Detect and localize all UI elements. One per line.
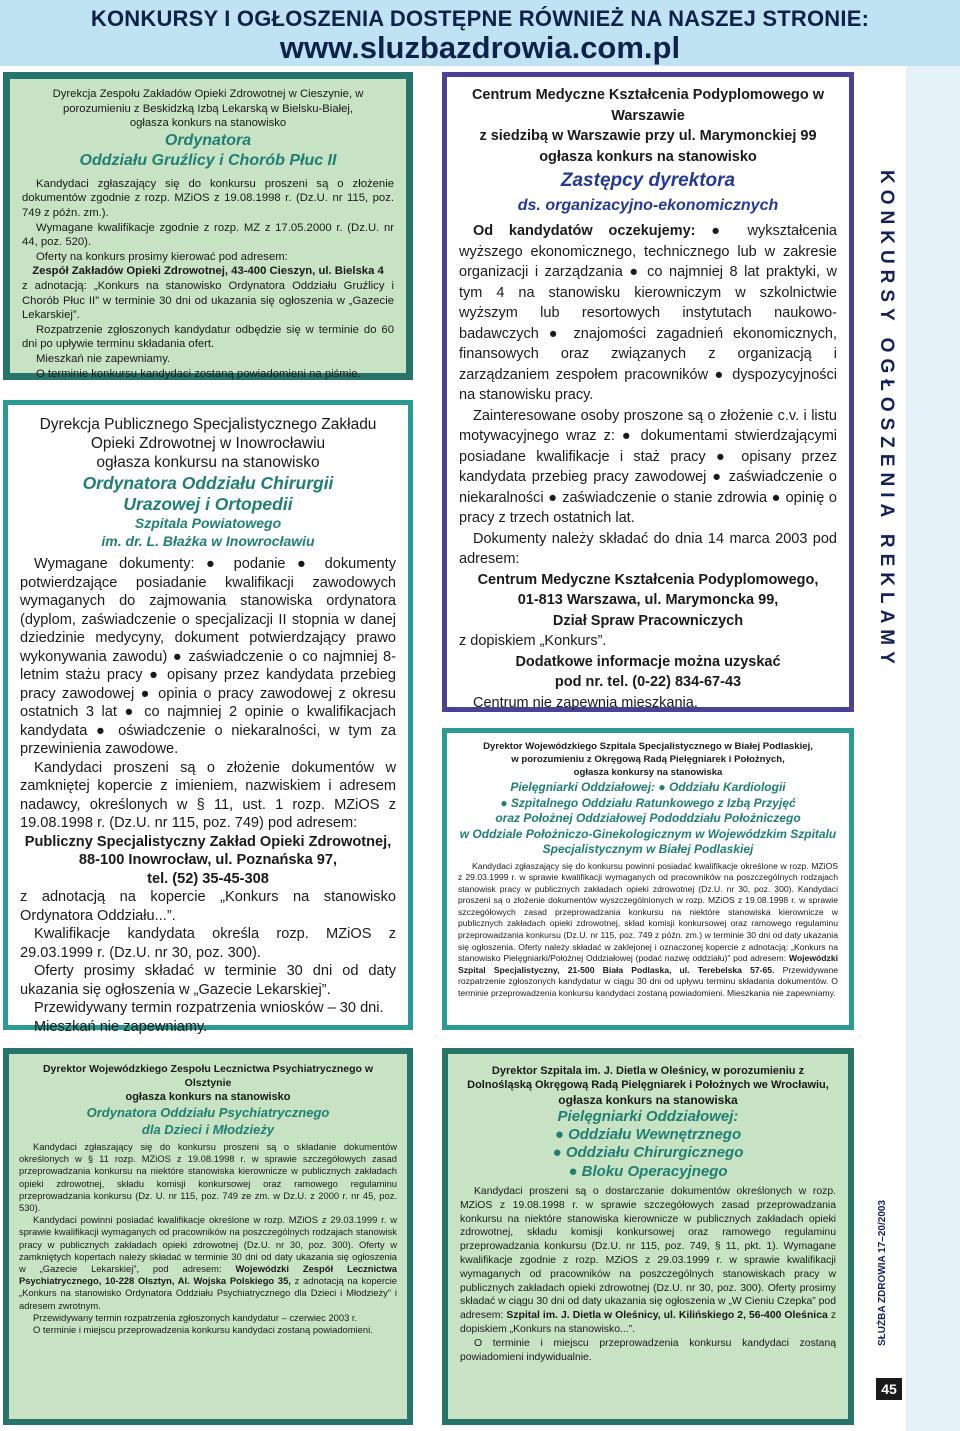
ad6-p2: z dopiskiem „Konkurs na stanowisko...”. [460, 1310, 837, 1335]
ad3-head3: ogłasza konkurs na stanowisko [539, 148, 757, 165]
ad3-p1: ● wykształcenia wyższego ekonomicznego, technicznego lub w zakresie organizacji i zarządzania ● co najmniej 8 lat praktyki, w tym 4 na stanowisku kierowniczym w szkolnictwie wyższym lub resortowych instytutach naukowo-badawczych ● znajomości zagadnień ekonomicznych, finansowych oraz związanych z organizacją i zarządzaniem zespołem pracowników ● dyspozycyjności na stanowisku pracy. [459, 223, 837, 403]
ad4-head2: w porozumieniu z Okręgową Radą Pielęgniarek i Położnych, [511, 753, 785, 765]
ad3-p2: Zainteresowane osoby proszone są o złożenie c.v. i listu motywacyjnego wraz z: ● dokumentami stwierdzającymi posiadane kwalifikacje i staż pracy ● opisany przez kandydata przebieg pracy zawodowej ● zaświadczenie o niekaralności ● zaświadczenie o stanie zdrowia ● opinię o pracy z trzech ostatnich lat. [459, 407, 837, 526]
ad5-position: Ordynatora Oddziału Psychiatrycznego [86, 1105, 330, 1120]
ad-biala-podlaska [442, 728, 854, 1030]
ad6-position-3: ● Oddziału Chirurgicznego [552, 1144, 744, 1161]
banner-url[interactable]: www.sluzbazdrowia.com.pl [279, 30, 681, 65]
ad3-address-1: Centrum Medyczne Kształcenia Podyplomowego, [477, 571, 819, 588]
ad1-p4: z adnotacją: „Konkurs na stanowisko Ordynatora Oddziału Gruźlicy i Chorób Płuc II” w terminie 30 dni od ukazania się ogłoszenia w „Gazecie Lekarskiej”. [22, 279, 394, 322]
ad2-position: Ordynatora Oddziału Chirurgii [82, 473, 334, 493]
ad1-address: Zespół Zakładów Opieki Zdrowotnej, 43-400 Cieszyn, ul. Bielska 4 [32, 265, 384, 278]
ad3-info-2: pod nr. tel. (0-22) 834-67-43 [554, 674, 742, 690]
ad6-address: Szpital im. J. Dietla w Oleśnicy, ul. Kilińskiego 2, 56-400 Oleśnica [506, 1310, 828, 1322]
ad2-p2: Kandydaci proszeni są o złożenie dokumentów w zamkniętej kopercie z imieniem, nazwiskiem i adresem nadawcy, określonych w § 11, ust. 1 rozp. MZiOS z 19.08.1998 r. (Dz.U. nr 115, poz. 749) pod adresem: [20, 759, 396, 831]
ad6-head: Dyrektor Szpitala im. J. Dietla w Oleśnicy, w porozumieniu z Dolnośląską Okręgową Radą Pielęgniarek i Położnych we Wrocławiu, [467, 1065, 829, 1091]
ad6-p3: O terminie i miejscu przeprowadzenia konkursu kandydaci zostaną powiadomieni indywidualnie. [460, 1337, 836, 1363]
ad2-p6: Przewidywany termin rozpatrzenia wniosków – 30 dni. [34, 1000, 384, 1016]
ad3-address-2: 01-813 Warszawa, ul. Marymoncka 99, [517, 592, 779, 608]
ad2-position-3: Szpitala Powiatowego [134, 515, 282, 531]
ad4-p1: Kandydaci zgłaszający się do konkursu powinni posiadać kwalifikacje określone w rozp. MZiOS z 29.03.1999 r. w sprawie kwalifikacji wymaganych od pracowników na poszczególnych rodzajach stanowisk pracy w publicznych zakładach opieki zdrowotnej (Dz.U. nr 30, poz. 300). Kandydaci proszeni są o złożenie dokumentów wyszczególnionych w rozp. MZiOS z 19.08.1998 r. w sprawie szczegółowych zasad przeprowadzania konkursu na niektóre stanowiska kierownicze w publicznych zakładach opieki zdrowotnej, skład komisji konkursowej oraz ramowego regulaminu przeprowadzania konkursu (Dz.U. nr 115, poz. 749 z późn. zm.) w terminie 30 dni od daty ukazania się ogłoszenia. Oferty należy składać w zaklejonej i oznaczonej kopercie z adnotacją: „Konkurs na stanowisko Pielęgniarki/Położnej Oddziałowej (podać nazwę oddziału)” pod adresem: [458, 860, 838, 964]
ad-cmkp-warszawa [442, 72, 854, 712]
ad2-head2: ogłasza konkursu na stanowisko [96, 454, 320, 471]
ad5-address: Wojewódzki Zespół Lecznictwa Psychiatrycznego, 10-228 Olsztyn, Al. Wojska Polskiego 35, [19, 1263, 397, 1287]
ad2-p7: Mieszkań nie zapewniamy. [34, 1018, 208, 1035]
ad5-p1: Kandydaci zgłaszający się do konkursu proszeni są o składanie dokumentów określonych w § 11 rozp. MZiOS z 19.08.1998 r. w sprawie szczegółowych zasad przeprowadzania konkursu na niektóre stanowiska kierownicze w publicznych zakładach opieki zdrowotnej, składu komisji konkursowej oraz ramowego regulaminu przeprowadzania konkursu (Dz. U. nr 115, poz. 749 ze zm. w Dz.U. z 2000 r. nr 45, poz. 530). [19, 1141, 397, 1214]
ad3-p5: Centrum nie zapewnia mieszkania. [473, 694, 698, 711]
ad4-position-4: w Oddziale Położniczo-Ginekologicznym w Wojewódzkim Szpitalu Specjalistycznym w Białej Podlaskiej [459, 826, 837, 856]
ad3-position: Zastępcy dyrektora [560, 170, 736, 191]
ad4-position-2: ● Szpitalnego Oddziału Ratunkowego z Izbą Przyjęć [500, 795, 796, 810]
ad4-head3: ogłasza konkursy na stanowiska [573, 767, 723, 778]
ad1-p6: Mieszkań nie zapewniamy. [36, 352, 171, 365]
ad1-position-2: Oddziału Gruźlicy i Chorób Płuc II [79, 151, 337, 169]
ad-olesnica [442, 1048, 854, 1425]
ad2-head: Dyrekcja Publicznego Specjalistycznego Zakładu Opieki Zdrowotnej w Inowrocławiu [39, 416, 377, 452]
ad6-p1: Kandydaci proszeni są o dostarczanie dokumentów określonych w rozp. MZiOS z 19.08.1998 r. w sprawie szczegółowych zasad przeprowadzania konkursu na niektóre stanowiska kierownicze w publicznych zakładach opieki zdrowotnej, składu komisji konkursowej oraz ramowego regulaminu przeprowadzania konkursu (Dz.U. nr 115, poz. 749, § 11, pkt. 1). Wymagane kwalifikacje zgodnie z rozp. MZiOS z 29.03.1999 r. w sprawie kwalifikacji wymaganych od pracowników na poszczególnych stanowiskach pracy w publicznych zakładach opieki zdrowotnej (Dz.U. nr 30, poz. 300). Oferty prosimy składać w ciągu 30 dni od daty ukazania się ogłoszenia w „W Cieniu Czepka” pod adresem: [460, 1186, 836, 1322]
ad1-p7: O terminie konkursu kandydaci zostaną powiadomieni na piśmie. [36, 367, 361, 380]
ad3-p3: Dokumenty należy składać do dnia 14 marca 2003 pod adresem: [459, 530, 837, 567]
ad3-position-2: ds. organizacyjno-ekonomicznych [517, 197, 779, 214]
ad-inowroclaw [3, 400, 413, 1035]
ad2-address-1: Publiczny Specjalistyczny Zakład Opieki Zdrowotnej, [24, 833, 392, 850]
ad-cieszyn [3, 72, 413, 380]
banner-line-1: KONKURSY I OGŁOSZENIA DOSTĘPNE RÓWNIEŻ NA NASZEJ STRONIE: [90, 6, 870, 31]
ad2-p4: Kwalifikacje kandydata określa rozp. MZiOS z 29.03.1999 r. (Dz.U. nr 30, poz. 300). [20, 926, 396, 961]
ad5-position-2: dla Dzieci i Młodzieży [141, 1122, 275, 1137]
page-number: 45 [876, 1378, 902, 1400]
ad5-p3: z adnotacją na kopercie „Konkurs na stanowisko Ordynatora Oddziału Psychiatrycznego dla Dzieci i Młodzieży” i adresem zwrotnym. [19, 1275, 397, 1311]
ad4-p2: Przewidywane rozpatrzenie zgłoszonych kandydatur w ciągu 30 dni od upływu terminu składania dokumentów. O terminie przeprowadzenia konkursu kandydaci zostaną powiadomieni. Mieszkania nie zapewniamy. [458, 964, 839, 999]
ad2-address-3: tel. (52) 35-45-308 [147, 870, 269, 887]
ad2-position-4: im. dr. L. Błażka w Inowrocławiu [101, 533, 315, 549]
ad1-p1: Kandydaci zgłaszający się do konkursu proszeni są o złożenie dokumentów zgodnie z rozp. MZiOS z 19.08.1998 r. (Dz.U. nr 115, poz. 749 z późn. zm.). [22, 177, 394, 219]
ad2-address-2: 88-100 Inowrocław, ul. Poznańska 97, [78, 852, 338, 868]
ad1-head: Dyrekcja Zespołu Zakładów Opieki Zdrowotnej w Cieszynie, w porozumieniu z Beskidzką Izbą Lekarską w Bielsku-Białej, [52, 88, 364, 115]
ad1-position: Ordynatora [164, 131, 252, 149]
ad3-info-1: Dodatkowe informacje można uzyskać [515, 653, 781, 670]
ad1-p3: Oferty na konkurs prosimy kierować pod adresem: [36, 250, 288, 263]
ad6-head2: ogłasza konkurs na stanowiska [558, 1093, 738, 1107]
ad5-head2: ogłasza konkurs na stanowisko [125, 1091, 291, 1103]
ad3-p4: z dopiskiem „Konkurs”. [459, 633, 607, 649]
ad1-p2: Wymagane kwalifikacje zgodnie z rozp. MZ z 17.05.2000 r. (Dz.U. nr 44, poz. 520). [22, 221, 394, 249]
ad6-position-4: ● Bloku Operacyjnego [568, 1163, 728, 1180]
ad4-position: Pielęgniarki Oddziałowej: ● Oddziału Kardiologii [510, 780, 786, 794]
ad5-p4: Przewidywany termin rozpatrzenia zgłoszonych kandydatur – czerwiec 2003 r. [33, 1311, 358, 1323]
ad3-head: Centrum Medyczne Kształcenia Podyplomowego w Warszawie [471, 87, 825, 124]
journal-label: SŁUŻBA ZDROWIA 17–20/2003 [877, 1200, 888, 1346]
banner [0, 0, 960, 66]
ad1-p5: Rozpatrzenie zgłoszonych kandydatur odbędzie się w terminie do 60 dni po upływie terminu składania ofert. [22, 323, 394, 351]
ad6-position: Pielęgniarki Oddziałowej: [557, 1108, 739, 1125]
ad2-p1: Wymagane dokumenty: ● podanie ● dokumenty potwierdzające posiadanie kwalifikacji zawodowych wymaganych do zajmowania stanowiska ordynatora (dyplom, zaświadczenie o specjalizacji II stopnia w danej dziedzinie medycyny, dokument potwierdzający prawo wykonywania zawodu) ● zaświadczenie o co najmniej 8-letnim stażu pracy ● opisany przez kandydata przebieg pracy zawodowej ● opinia o pracy zawodowej z okresu ostatnich 3 lat ● co najmniej 2 opinie o kwalifikacjach kandydata ● oświadczenie o niekaralności, w tym za przewinienia zawodowe. [20, 556, 396, 757]
ad6-position-2: ● Oddziału Wewnętrznego [554, 1126, 742, 1143]
ad4-position-3: oraz Położnej Oddziałowej Pododdziału Położniczego [495, 811, 801, 825]
ad5-head: Dyrektor Wojewódzkiego Zespołu Lecznictwa Psychiatrycznego w Olsztynie [42, 1063, 374, 1089]
ad3-head2: z siedzibą w Warszawie przy ul. Marymonckiej 99 [479, 128, 817, 144]
ad-olsztyn [3, 1048, 413, 1425]
ad5-p2: Kandydaci powinni posiadać kwalifikacje określone w rozp. MZiOS z 29.03.1999 r. w sprawie kwalifikacji wymaganych od pracowników na poszczególnych rodzajach stanowisk pracy w publicznych zakładach opieki zdrowotnej (Dz.U. nr 30, poz. 300). Oferty w zamkniętych kopertach należy składać w terminie 30 dni od daty ukazania się ogłoszenia w „Gazecie Lekarskiej”, pod adresem: [19, 1214, 397, 1275]
side-vertical-title: KONKURSY OGŁOSZENIA REKLAMY [876, 170, 897, 670]
ad3-lead: Od kandydatów oczekujemy: [473, 223, 696, 239]
ad4-address: Wojewódzki Szpital Specjalistyczny, 21-500 Biała Podlaska, ul. Terebelska 57-65. [458, 953, 838, 975]
ad3-address-3: Dział Spraw Pracowniczych [552, 612, 744, 629]
ad2-p3: z adnotacją na kopercie „Konkurs na stanowisko Ordynatora Oddziału...”. [20, 889, 396, 924]
ad2-position-2: Urazowej i Ortopedii [123, 494, 293, 514]
ad2-p5: Oferty prosimy składać w terminie 30 dni od daty ukazania się ogłoszenia w „Gazecie Lekarskiej”. [20, 963, 396, 998]
ad4-head: Dyrektor Wojewódzkiego Szpitala Specjalistycznego w Białej Podlaskiej, [483, 741, 813, 752]
side-stripe [906, 66, 960, 1431]
ad5-p5: O terminie i miejscu przeprowadzenia konkursu kandydaci zostaną powiadomieni. [33, 1324, 373, 1336]
ad1-head2: ogłasza konkurs na stanowisko [129, 117, 287, 130]
